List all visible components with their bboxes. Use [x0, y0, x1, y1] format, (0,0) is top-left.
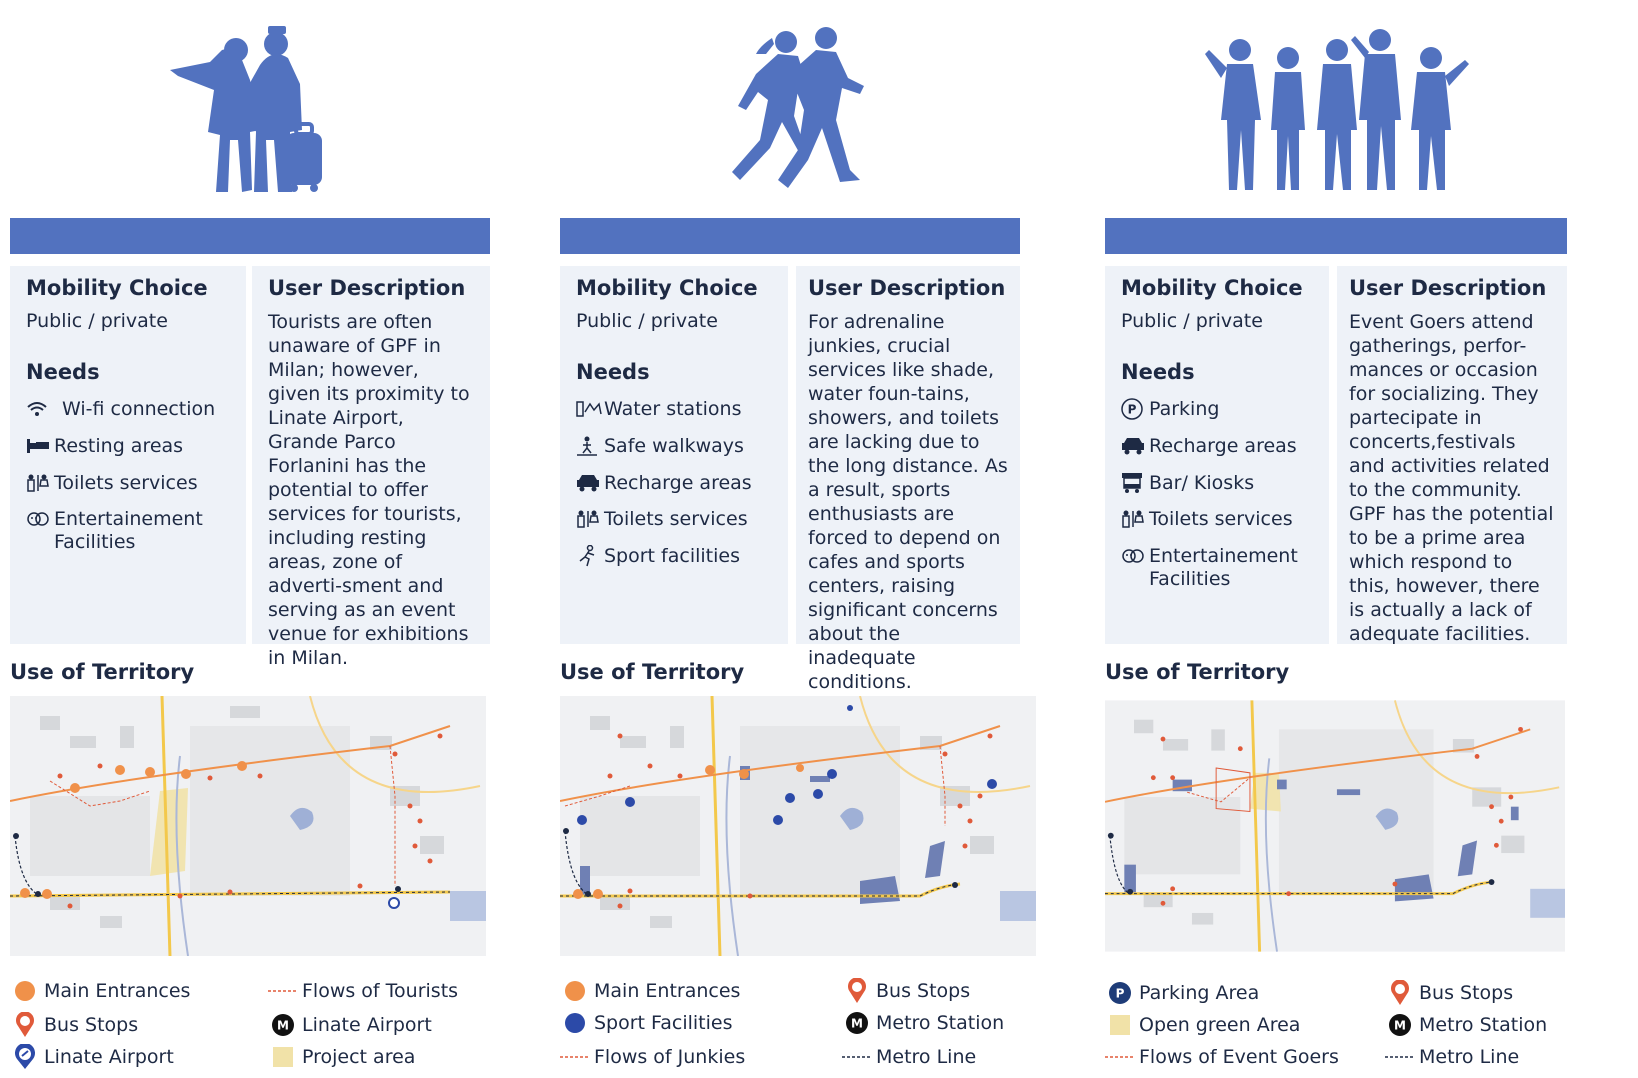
- tourists-silhouette-icon: [10, 20, 495, 200]
- needs-heading: Needs: [576, 360, 650, 384]
- need-label: Entertainement Facilities: [1149, 545, 1298, 590]
- legend-item: [842, 1042, 976, 1072]
- parking-dot-icon: [1105, 981, 1135, 1005]
- dashed-red-line-icon: [1105, 1055, 1135, 1059]
- svg-text:M: M: [851, 1016, 863, 1031]
- need-item: [1121, 545, 1313, 591]
- mobility-needs-card: [1105, 266, 1329, 644]
- need-label: Safe walkways: [604, 434, 744, 457]
- legend-label: Metro Station: [876, 1012, 1005, 1034]
- legend-label: Metro Line: [1419, 1046, 1520, 1068]
- bus-stop-icon: [1385, 980, 1415, 1006]
- legend-item: [1385, 1042, 1519, 1072]
- legend-item: [268, 1010, 432, 1040]
- dashed-black-line-icon: [1385, 1055, 1415, 1059]
- legend-item: [10, 1010, 138, 1040]
- svg-text:M: M: [277, 1018, 289, 1033]
- dashed-black-line-icon: [842, 1055, 872, 1059]
- need-item: [576, 545, 772, 568]
- airport-pin-icon: [10, 1044, 40, 1070]
- need-label: Toilets services: [54, 471, 198, 494]
- legend-item: [560, 1042, 745, 1072]
- need-item: [26, 508, 230, 554]
- orange-dot-icon: [560, 980, 590, 1002]
- persona-column-event-goers: [1105, 0, 1638, 1078]
- legend-item: [1105, 1010, 1300, 1040]
- legend-item: [1385, 978, 1513, 1008]
- legend-item: [268, 976, 458, 1006]
- parking-icon: [1121, 398, 1149, 420]
- mobility-needs-card: [10, 266, 246, 644]
- user-description-heading: User Description: [268, 276, 466, 300]
- legend-item: [1385, 1010, 1547, 1040]
- legend-label: Main Entrances: [594, 980, 741, 1002]
- need-item: [1121, 508, 1313, 531]
- need-item: [26, 472, 230, 495]
- legend-label: Flows of Junkies: [594, 1046, 746, 1068]
- territory-map: [1105, 696, 1565, 956]
- orange-dot-icon: [10, 980, 40, 1002]
- walkway-icon: [576, 435, 604, 457]
- bus-stop-icon: [10, 1012, 40, 1038]
- legend-item: [560, 1008, 732, 1038]
- need-item: [576, 472, 772, 495]
- legend-label: Sport Facilities: [594, 1012, 733, 1034]
- legend-label: Metro Line: [876, 1046, 977, 1068]
- need-label: Sport facilities: [604, 545, 740, 568]
- need-label: Wi-fi connection: [62, 398, 216, 420]
- svg-text:P: P: [1127, 402, 1137, 417]
- user-description-heading: User Description: [808, 276, 1006, 300]
- mobility-value: Public / private: [26, 310, 168, 332]
- user-description-text: For adrenaline junkies, crucial services like shade, water foun-tains, showers, and toilets are lacking due to the long distance. As a result, sports enthusiasts are forced to depend on cafes and sports centers, raising significant concerns about the inadequate conditions.: [808, 311, 1008, 693]
- legend-item: [842, 976, 970, 1006]
- group-silhouette-icon: [1105, 20, 1590, 200]
- metro-icon: [842, 1011, 872, 1035]
- persona-column-junkies: [560, 0, 1045, 1078]
- legend-label: Linate Airport: [302, 1014, 432, 1036]
- legend-label: Bus Stops: [876, 980, 971, 1002]
- svg-text:M: M: [1394, 1018, 1406, 1033]
- use-of-territory-heading: Use of Territory: [10, 660, 195, 684]
- yellow-square-icon: [1105, 1015, 1135, 1035]
- toilet-icon: [26, 472, 54, 494]
- charging-icon: [576, 472, 604, 494]
- water-station-icon: [576, 398, 604, 420]
- use-of-territory-heading: Use of Territory: [1105, 660, 1290, 684]
- need-item: [576, 398, 772, 421]
- user-description-text: Tourists are often unaware of GPF in Milan; however, given its proximity to Linate Airport, Grande Parco Forlanini has the potential to offer services for tourists, including resting areas, zone of adverti-sment and serving as an event venue for exhibitions in Milan.: [268, 311, 470, 669]
- need-label: Recharge areas: [1149, 434, 1297, 457]
- svg-text:P: P: [1115, 986, 1125, 1001]
- wifi-icon: [26, 398, 54, 420]
- legend-label: Bus Stops: [44, 1014, 139, 1036]
- legend-label: Main Entrances: [44, 980, 191, 1002]
- need-label: Entertainement Facilities: [54, 508, 203, 554]
- dashed-red-line-icon: [268, 989, 298, 993]
- toilet-icon: [1121, 508, 1149, 530]
- map-legend: [1105, 976, 1590, 1076]
- mobility-heading: Mobility Choice: [1121, 276, 1303, 300]
- need-label: Resting areas: [54, 434, 184, 457]
- toilet-icon: [576, 508, 604, 530]
- user-description-card: [1337, 266, 1567, 644]
- persona-header-bar: [10, 218, 490, 254]
- legend-item: [1105, 1042, 1339, 1072]
- mobility-value: Public / private: [576, 310, 718, 332]
- map-legend: [560, 976, 1045, 1076]
- mobility-heading: Mobility Choice: [26, 276, 208, 300]
- need-item: [1121, 472, 1313, 495]
- use-of-territory-heading: Use of Territory: [560, 660, 745, 684]
- legend-label: Bus Stops: [1419, 982, 1514, 1004]
- mobility-needs-card: [560, 266, 788, 644]
- masks-icon: [26, 508, 54, 530]
- dashed-red-line-icon: [560, 1055, 590, 1059]
- need-item: [576, 435, 772, 458]
- need-label: Toilets services: [1149, 508, 1293, 531]
- user-description-heading: User Description: [1349, 276, 1547, 300]
- legend-label: Linate Airport: [44, 1046, 174, 1068]
- need-label: Water stations: [604, 398, 742, 420]
- territory-map: [560, 696, 1036, 956]
- legend-item: [842, 1008, 1004, 1038]
- metro-icon: [1385, 1013, 1415, 1037]
- legend-item: [268, 1042, 415, 1072]
- territory-map: [10, 696, 486, 956]
- legend-item: [1105, 978, 1259, 1008]
- legend-label: Parking Area: [1139, 982, 1260, 1004]
- persona-column-tourists: [10, 0, 495, 1078]
- need-item: [1121, 435, 1313, 458]
- user-description-card: [252, 266, 490, 669]
- persona-header-bar: [1105, 218, 1567, 254]
- needs-heading: Needs: [26, 360, 100, 384]
- need-item: [576, 508, 772, 531]
- runners-silhouette-icon: [560, 20, 1045, 200]
- need-item: [26, 398, 230, 421]
- kiosk-icon: [1121, 472, 1149, 494]
- navy-dot-icon: [560, 1012, 590, 1034]
- metro-icon: [268, 1013, 298, 1037]
- mobility-heading: Mobility Choice: [576, 276, 758, 300]
- persona-header-bar: [560, 218, 1020, 254]
- legend-item: [10, 976, 190, 1006]
- legend-label: Metro Station: [1419, 1014, 1548, 1036]
- user-description-text: Event Goers attend gatherings, perfor-mances or occasion for socializing. They partecipate in concerts,festivals and activities related to the community. GPF has the potential to be a prime area which respond to this, however, there is actually a lack of adequate facilities.: [1349, 311, 1554, 645]
- need-label: Toilets services: [604, 508, 748, 531]
- legend-item: [560, 976, 740, 1006]
- charging-icon: [1121, 435, 1149, 457]
- legend-label: Open green Area: [1139, 1014, 1301, 1036]
- need-label: Recharge areas: [604, 471, 752, 494]
- runner-icon: [576, 545, 604, 567]
- bus-stop-icon: [842, 978, 872, 1004]
- need-label: Parking: [1149, 398, 1220, 420]
- need-item: [26, 435, 230, 458]
- user-description-card: [796, 266, 1020, 693]
- yellow-square-icon: [268, 1047, 298, 1067]
- bed-icon: [26, 435, 54, 457]
- legend-label: Flows of Event Goers: [1139, 1046, 1339, 1068]
- legend-label: Flows of Tourists: [302, 980, 459, 1002]
- legend-item: [10, 1042, 174, 1072]
- map-legend: [10, 976, 495, 1076]
- needs-heading: Needs: [1121, 360, 1195, 384]
- mobility-value: Public / private: [1121, 310, 1263, 332]
- legend-label: Project area: [302, 1046, 416, 1068]
- need-label: Bar/ Kiosks: [1149, 471, 1255, 494]
- masks-icon: [1121, 545, 1149, 567]
- need-item: [1121, 398, 1313, 421]
